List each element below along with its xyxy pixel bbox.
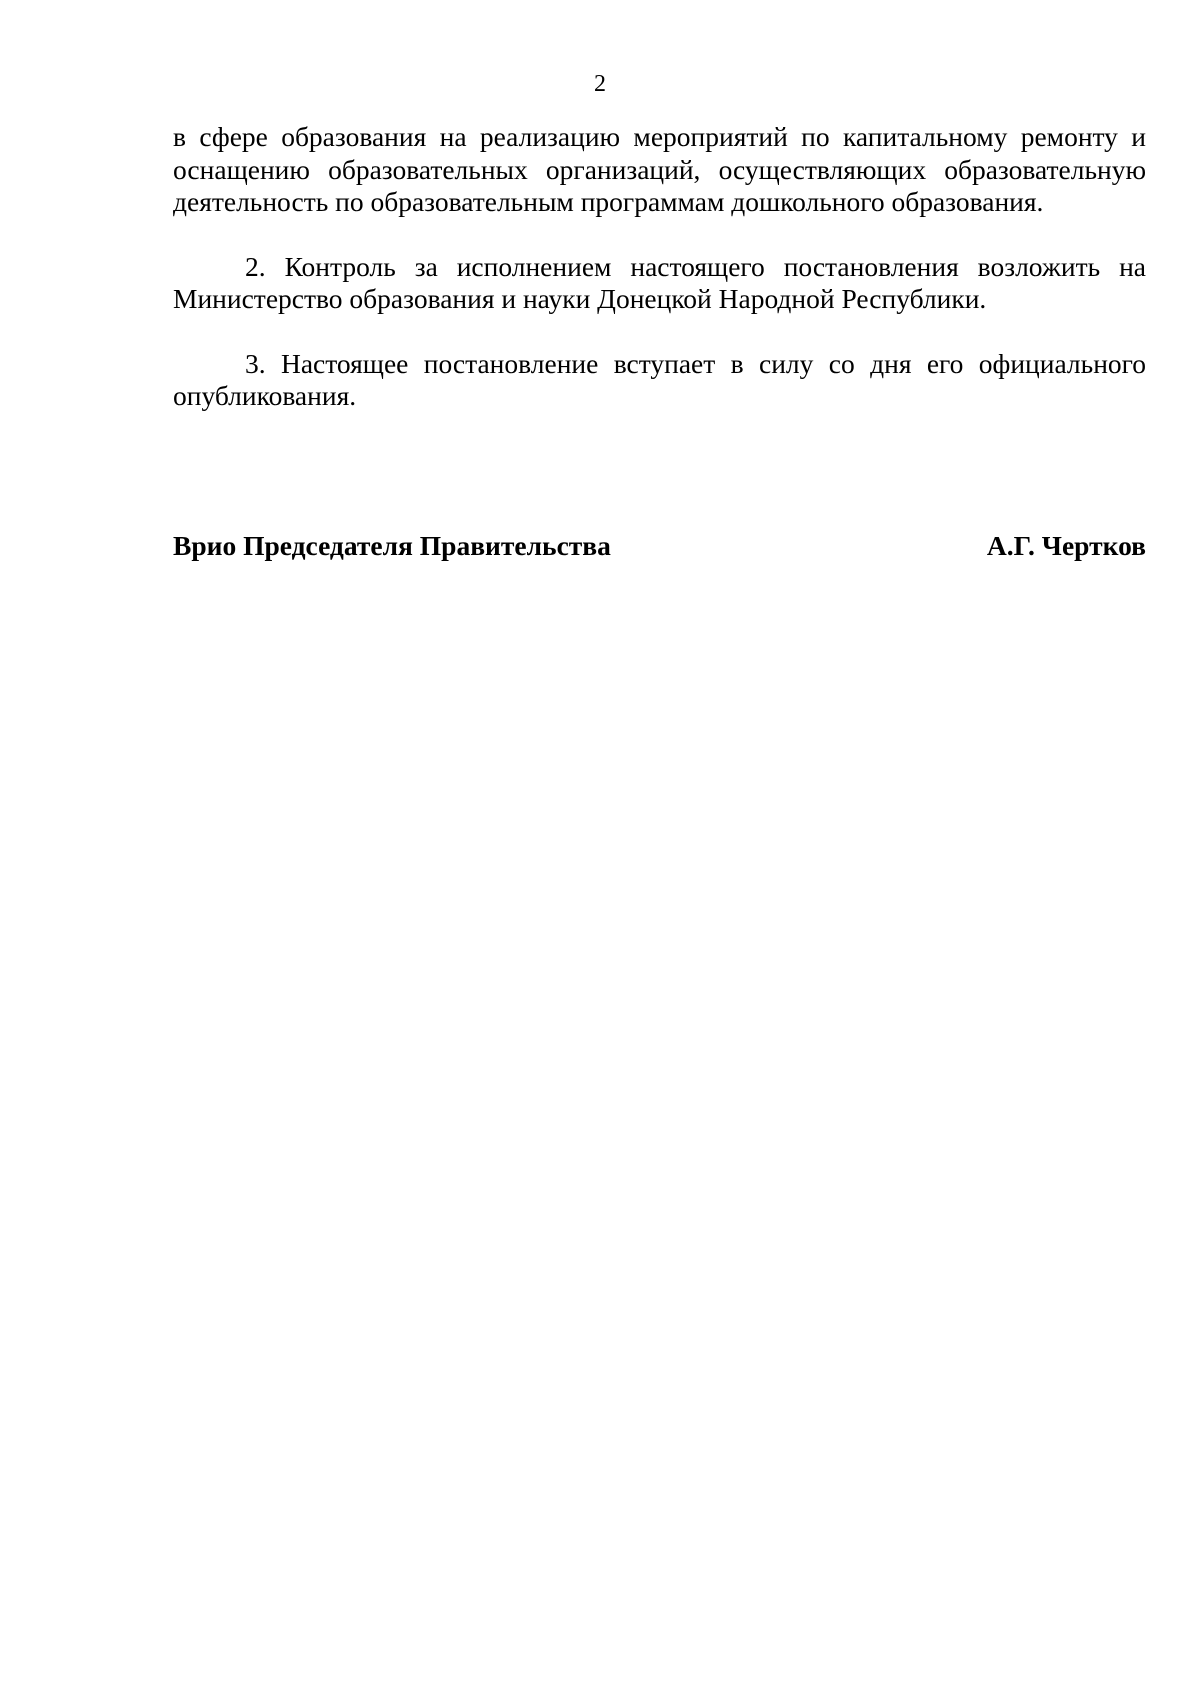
paragraph-item-2: 2. Контроль за исполнением настоящего постановления возложить на Министерство образования и науки Донецкой Народной Республики. (173, 250, 1146, 314)
paragraph-item-3: 3. Настоящее постановление вступает в силу со дня его официального опубликования. (173, 347, 1146, 411)
signature-block (173, 530, 1146, 562)
signatory-position: Врио Председателя Правительства (173, 530, 611, 561)
signatory-name: А.Г. Чертков (986, 530, 1146, 561)
paragraph-continuation: в сфере образования на реализацию мероприятий по капитальному ремонту и оснащению образовательных организаций, осуществляющих образовательную деятельность по образовательным программам дошкольного образования. (173, 121, 1146, 217)
page-number: 2 (594, 71, 606, 97)
document-body (173, 121, 1146, 413)
